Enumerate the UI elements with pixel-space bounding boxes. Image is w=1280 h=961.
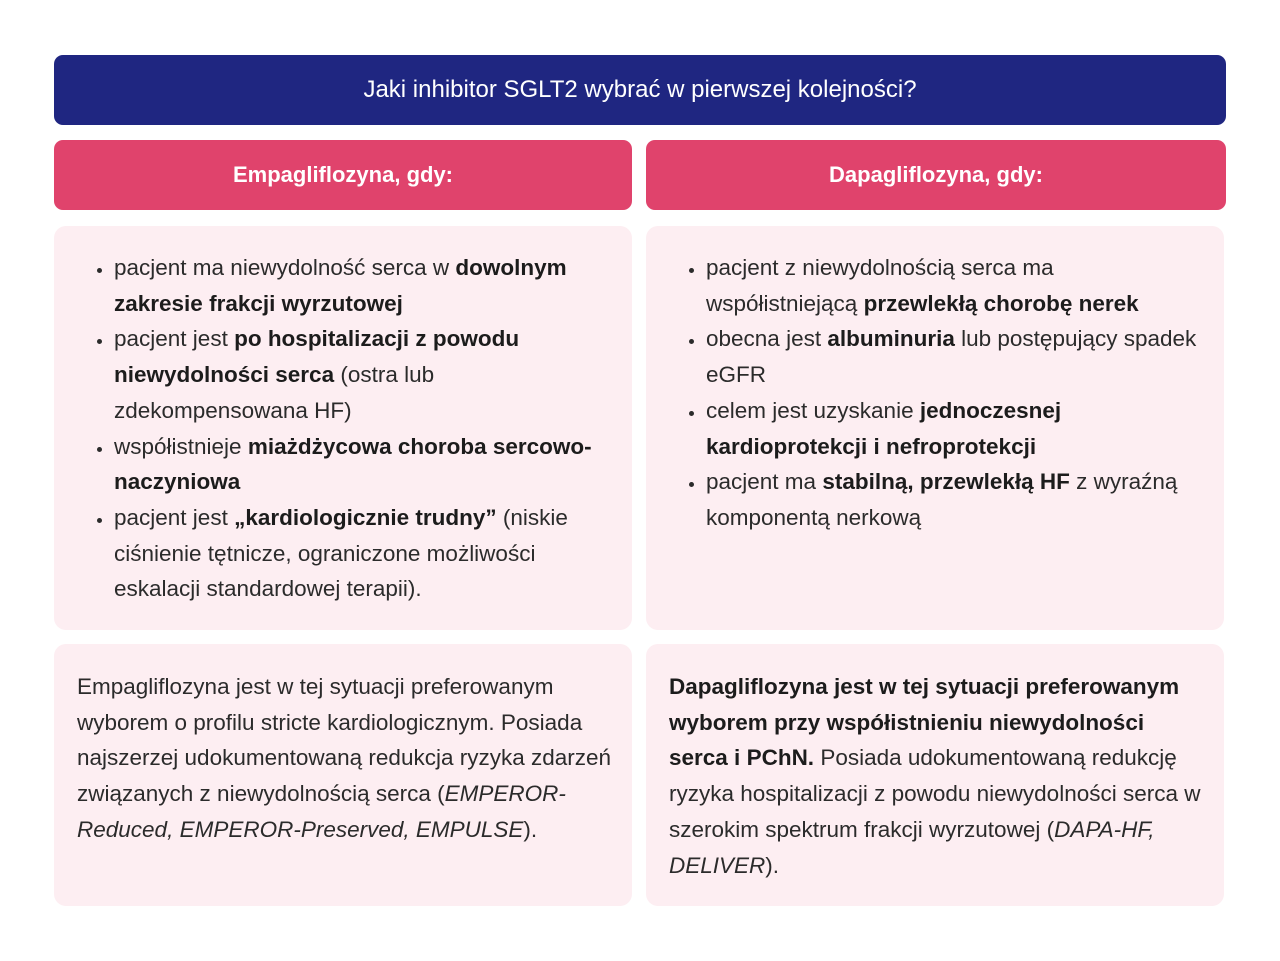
empagliflozin-summary: Empagliflozyna jest w tej sytuacji preferowanym wyborem o profilu stricte kardiologicznym. Posiada najszerzej udokumentowaną redukcja ryzyka zdarzeń związanych z niewydolnością serca (EMPEROR-Reduced, EMPEROR-Preserved, EMPULSE).	[77, 674, 612, 842]
dapagliflozin-criteria-list	[686, 250, 1204, 536]
dapagliflozin-header: Dapagliflozyna, gdy:	[646, 140, 1226, 210]
list-item: • pacjent jest „kardiologicznie trudny” (niskie ciśnienie tętnicze, ograniczone możliwości eskalacji standardowej terapii).	[114, 500, 612, 607]
empagliflozin-header: Empagliflozyna, gdy:	[54, 140, 632, 210]
list-item: • współistnieje miażdżycowa choroba sercowo-naczyniowa	[114, 429, 612, 500]
trial-names: EMPEROR-Reduced, EMPEROR-Preserved, EMPULSE	[77, 781, 566, 842]
empagliflozin-criteria-panel	[54, 226, 632, 630]
trial-names: DAPA-HF, DELIVER	[669, 816, 1155, 878]
list-item: • obecna jest albuminuria lub postępujący spadek eGFR	[706, 321, 1204, 392]
dapagliflozin-criteria-panel	[646, 226, 1224, 630]
list-item: • pacjent ma niewydolność serca w dowolnym zakresie frakcji wyrzutowej	[114, 250, 612, 321]
list-item: • pacjent ma stabilną, przewlekłą HF z wyraźną komponentą nerkową	[706, 464, 1204, 535]
empagliflozin-criteria-list	[94, 250, 612, 607]
page-title: Jaki inhibitor SGLT2 wybrać w pierwszej kolejności?	[54, 55, 1226, 125]
list-item: • pacjent jest po hospitalizacji z powodu niewydolności serca (ostra lub zdekompensowana HF)	[114, 321, 612, 428]
list-item: • celem jest uzyskanie jednoczesnej kardioprotekcji i nefroprotekcji	[706, 393, 1204, 464]
list-item: • pacjent z niewydolnością serca ma współistniejącą przewlekłą chorobę nerek	[706, 250, 1204, 321]
empagliflozin-summary-panel	[54, 644, 632, 906]
dapagliflozin-summary: Dapagliflozyna jest w tej sytuacji preferowanym wyborem przy współistnieniu niewydolności serca i PChN. Posiada udokumentowaną redukcję ryzyka hospitalizacji z powodu niewydolności serca w szerokim spektrum frakcji wyrzutowej (DAPA-HF, DELIVER).	[669, 674, 1201, 878]
dapagliflozin-summary-panel	[646, 644, 1224, 906]
